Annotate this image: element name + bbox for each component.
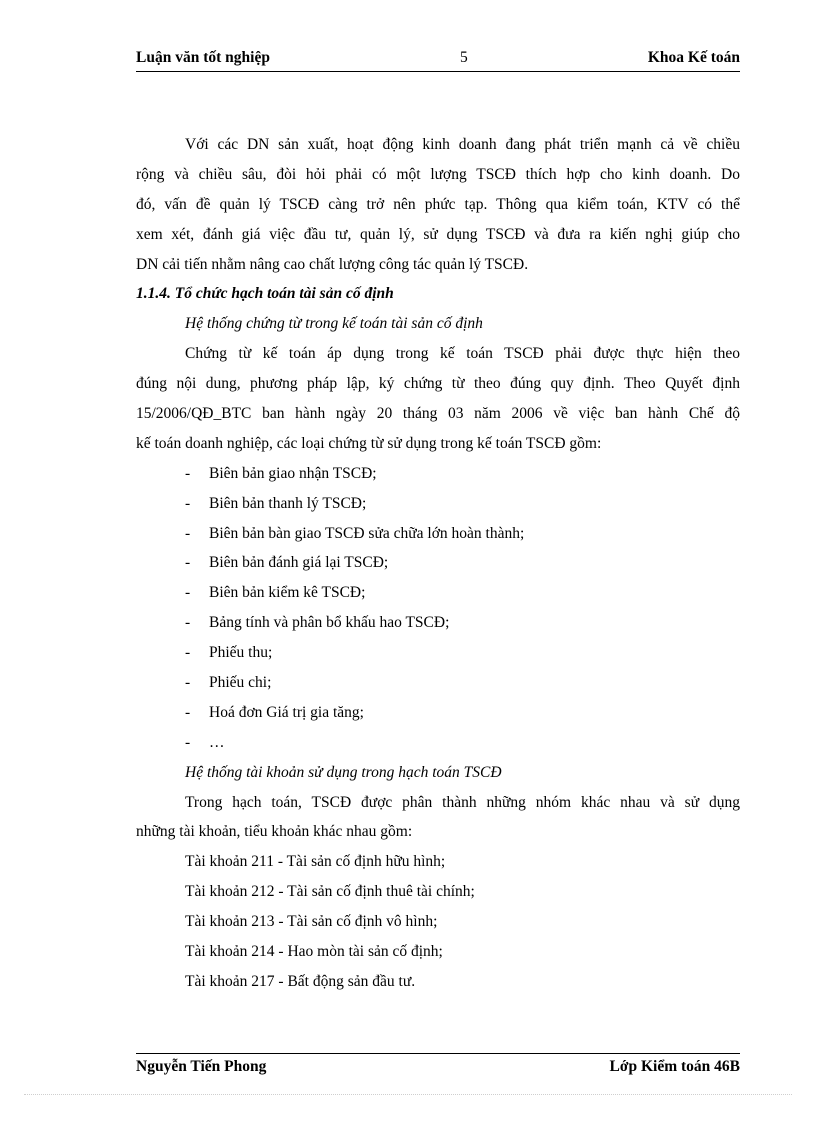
account-item: Tài khoản 214 - Hao mòn tài sản cố định; [185,943,443,961]
bullet-dash: - [185,524,191,542]
text-line: những tài khoản, tiểu khoản khác nhau gồm: [136,823,413,841]
page-number: 5 [460,49,468,66]
list-item-text: Biên bản giao nhận TSCĐ; [209,464,377,482]
account-list [136,847,740,996]
subheading-accounts: Hệ thống tài khoản sử dụng trong hạch toán TSCĐ [185,763,502,781]
bullet-dash: - [185,614,191,632]
bullet-dash: - [185,554,191,572]
page-edge-divider [24,1094,792,1095]
bullet-dash: - [185,674,191,692]
list-item [136,698,740,728]
text-line: Chứng từ kế toán áp dụng trong kế toán TSCĐ phải được thực hiện theo [185,345,740,363]
text-line: Trong hạch toán, TSCĐ được phân thành những nhóm khác nhau và sử dụng [185,793,740,811]
paragraph-intro [136,130,740,279]
text-line: đúng nội dung, phương pháp lập, ký chứng từ theo đúng quy định. Theo Quyết định [136,375,740,393]
class-name: Lớp Kiểm toán 46B [609,1058,740,1075]
paragraph-accounts [136,788,740,848]
bullet-dash: - [185,644,191,662]
page-footer [136,1053,740,1082]
list-item [136,668,740,698]
list-item [136,519,740,549]
account-item: Tài khoản 217 - Bất động sản đầu tư. [185,972,416,990]
author-name: Nguyễn Tiến Phong [136,1058,267,1075]
faculty-name: Khoa Kế toán [647,49,740,66]
list-item [136,578,740,608]
list-item-text: Biên bản đánh giá lại TSCĐ; [209,554,389,572]
list-item [136,608,740,638]
list-item [136,489,740,519]
list-item [136,548,740,578]
list-item-text: Bảng tính và phân bổ khấu hao TSCĐ; [209,614,450,632]
document-list [136,459,740,758]
text-line: rộng và chiều sâu, đòi hỏi phải có một lượng TSCĐ thích hợp cho kinh doanh. Do [136,165,740,183]
thesis-title: Luận văn tốt nghiệp [136,49,270,66]
list-item-text: Hoá đơn Giá trị gia tăng; [209,703,364,721]
section-heading: 1.1.4. Tổ chức hạch toán tài sản cố định [136,285,394,303]
list-item [136,728,740,758]
text-line: đó, vấn đề quản lý TSCĐ càng trở nên phức tạp. Thông qua kiểm toán, KTV có thể [136,195,740,213]
page-header [136,47,740,72]
list-item [136,459,740,489]
bullet-dash: - [185,733,191,751]
text-line: DN cải tiến nhằm nâng cao chất lượng công tác quản lý TSCĐ. [136,255,529,273]
account-item: Tài khoản 213 - Tài sản cố định vô hình; [185,913,438,931]
text-line: kế toán doanh nghiệp, các loại chứng từ sử dụng trong kế toán TSCĐ gồm: [136,434,602,452]
list-item [136,638,740,668]
account-item: Tài khoản 212 - Tài sản cố định thuê tài chính; [185,883,475,901]
bullet-dash: - [185,494,191,512]
list-item-text: Phiếu thu; [209,644,273,662]
subheading-documents: Hệ thống chứng từ trong kế toán tài sản cố định [185,315,483,333]
list-item-text: Phiếu chi; [209,674,272,692]
text-line: Với các DN sản xuất, hoạt động kinh doanh đang phát triển mạnh cả về chiều [185,136,740,153]
account-item: Tài khoản 211 - Tài sản cố định hữu hình; [185,853,446,871]
list-item-text: … [209,733,225,751]
list-item-text: Biên bản kiểm kê TSCĐ; [209,584,366,602]
bullet-dash: - [185,703,191,721]
document-body [136,130,740,997]
text-line: xem xét, đánh giá việc đầu tư, quản lý, sử dụng TSCĐ và đưa ra kiến nghị giúp cho [136,225,740,243]
bullet-dash: - [185,464,191,482]
text-line: 15/2006/QĐ_BTC ban hành ngày 20 tháng 03 năm 2006 về việc ban hành Chế độ [136,405,740,423]
bullet-dash: - [185,584,191,602]
paragraph-documents [136,339,740,459]
list-item-text: Biên bản bàn giao TSCĐ sửa chữa lớn hoàn thành; [209,524,525,542]
list-item-text: Biên bản thanh lý TSCĐ; [209,494,367,512]
